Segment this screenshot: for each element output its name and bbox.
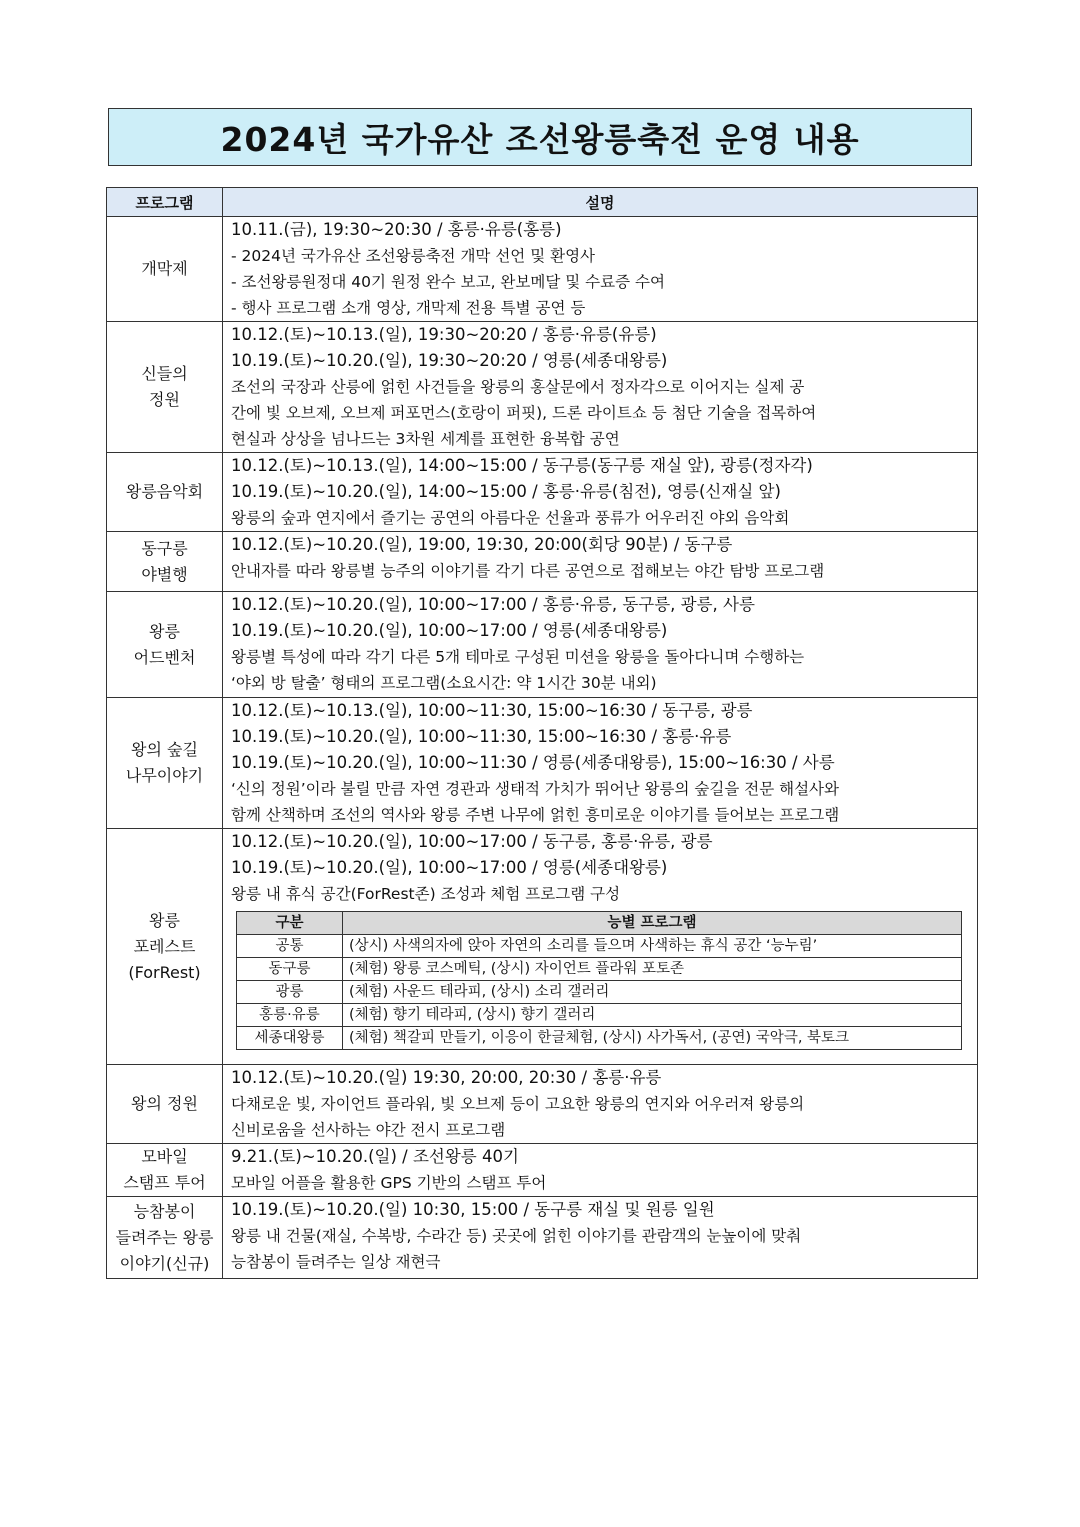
venue-name: 광릉 (237, 981, 343, 1004)
venue-programs: (체험) 왕릉 코스메틱, (상시) 자이언트 플라워 포토존 (343, 958, 962, 981)
detail-line: 안내자를 따라 왕릉별 능주의 이야기를 각기 다른 공연으로 접해보는 야간 탐방 프로그램 (231, 562, 825, 580)
page-title: 2024년 국가유산 조선왕릉축전 운영 내용 (220, 119, 860, 159)
detail-line: 왕릉 내 휴식 공간(ForRest존) 조성과 체험 프로그램 구성 (231, 885, 621, 903)
detail-line: 간에 빛 오브제, 오브제 퍼포먼스(호랑이 퍼핏), 드론 라이트쇼 등 첨단 기술을 접목하여 (231, 404, 817, 422)
program-name-line: 왕릉음악회 (125, 482, 204, 501)
sub-header-program: 능별 프로그램 (343, 912, 962, 935)
table-row (107, 217, 978, 322)
program-name-line: 신들의 (141, 364, 188, 383)
program-name-line: (ForRest) (128, 962, 201, 982)
schedule-line: 10.12.(토)~10.13.(일), 10:00~11:30, 15:00~16:30 / 동구릉, 광릉 (231, 701, 753, 720)
program-name-line: 동구릉 (141, 538, 188, 558)
program-description (223, 592, 978, 698)
detail-line: ‘야외 방 탈출’ 형태의 프로그램(소요시간: 약 1시간 30분 내외) (231, 674, 657, 692)
detail-line: ‘신의 정원’이라 불릴 만큼 자연 경관과 생태적 가치가 뛰어난 왕릉의 숲길을 전문 해설사와 (231, 780, 840, 798)
program-name (107, 698, 223, 829)
program-description (223, 1144, 978, 1197)
detail-line: - 조선왕릉원정대 40기 원정 완수 보고, 완보메달 및 수료증 수여 (231, 273, 665, 291)
schedule-line: 10.12.(토)~10.13.(일), 14:00~15:00 / 동구릉(동구릉 재실 앞), 광릉(정자각) (231, 456, 813, 475)
program-name (107, 1065, 223, 1144)
venue-programs: (상시) 사색의자에 앉아 자연의 소리를 들으며 사색하는 휴식 공간 ‘능누림’ (343, 935, 962, 958)
detail-line: 신비로움을 선사하는 야간 전시 프로그램 (231, 1121, 506, 1139)
program-table (106, 187, 978, 1279)
detail-line: 능참봉이 들려주는 일상 재현극 (231, 1253, 441, 1271)
program-description (223, 322, 978, 453)
program-name-line: 개막제 (141, 259, 188, 278)
detail-line: 왕릉의 숲과 연지에서 즐기는 공연의 아름다운 선율과 풍류가 어우러진 야외 음악회 (231, 509, 790, 527)
detail-line: 다채로운 빛, 자이언트 플라워, 빛 오브제 등이 고요한 왕릉의 연지와 어우러져 왕릉의 (231, 1095, 805, 1113)
schedule-line: 10.19.(토)~10.20.(일), 10:00~17:00 / 영릉(세종대왕릉) (231, 858, 668, 877)
table-row (107, 1144, 978, 1197)
sub-table-row (237, 935, 962, 958)
schedule-line: 10.12.(토)~10.13.(일), 19:30~20:20 / 홍릉·유릉(유릉) (231, 325, 657, 344)
schedule-line: 10.12.(토)~10.20.(일), 10:00~17:00 / 홍릉·유릉, 동구릉, 광릉, 사릉 (231, 595, 755, 614)
header-program: 프로그램 (107, 188, 223, 217)
sub-header-category: 구분 (237, 912, 343, 935)
program-name-line: 나무이야기 (125, 766, 204, 785)
program-name-line: 어드벤처 (133, 647, 196, 667)
program-name-line: 왕의 숲길 (131, 740, 198, 759)
detail-line: - 행사 프로그램 소개 영상, 개막제 전용 특별 공연 등 (231, 299, 586, 317)
table-row (107, 592, 978, 698)
table-row (107, 1065, 978, 1144)
program-description (223, 829, 978, 1065)
venue-programs: (체험) 책갈피 만들기, 이응이 한글체험, (상시) 사가독서, (공연) 국악극, 북토크 (343, 1027, 962, 1050)
sub-table-row (237, 1027, 962, 1050)
schedule-line: 10.12.(토)~10.20.(일), 19:00, 19:30, 20:00(회당 90분) / 동구릉 (231, 535, 733, 554)
program-name (107, 1197, 223, 1279)
header-description: 설명 (223, 188, 978, 217)
program-name-line: 포레스트 (133, 936, 196, 956)
program-name-line: 스탬프 투어 (123, 1173, 206, 1192)
venue-name: 홍릉·유릉 (237, 1004, 343, 1027)
program-name-line: 정원 (149, 390, 180, 409)
schedule-line: 10.19.(토)~10.20.(일), 19:30~20:20 / 영릉(세종대왕릉) (231, 351, 668, 370)
program-name-line: 왕릉 (149, 621, 180, 641)
program-description (223, 453, 978, 532)
program-name (107, 453, 223, 532)
program-name (107, 1144, 223, 1197)
program-name-line: 이야기(신규) (119, 1253, 210, 1273)
schedule-line: 10.11.(금), 19:30~20:30 / 홍릉·유릉(홍릉) (231, 220, 562, 239)
schedule-line: 9.21.(토)~10.20.(일) / 조선왕릉 40기 (231, 1147, 519, 1166)
program-name-line: 왕릉 (149, 910, 180, 930)
program-name-line: 모바일 (141, 1147, 188, 1166)
program-name (107, 322, 223, 453)
schedule-line: 10.12.(토)~10.20.(일), 10:00~17:00 / 동구릉, 홍릉·유릉, 광릉 (231, 832, 713, 851)
detail-line: 조선의 국장과 산릉에 얽힌 사건들을 왕릉의 홍살문에서 정자각으로 이어지는 실제 공 (231, 378, 805, 396)
sub-table-header-row (237, 912, 962, 935)
table-row (107, 1197, 978, 1279)
program-description (223, 698, 978, 829)
schedule-line: 10.19.(토)~10.20.(일), 10:00~17:00 / 영릉(세종대왕릉) (231, 621, 668, 640)
detail-line: 함께 산책하며 조선의 역사와 왕릉 주변 나무에 얽힌 흥미로운 이야기를 들어보는 프로그램 (231, 806, 840, 824)
program-name-line: 야별행 (141, 564, 188, 584)
program-name (107, 217, 223, 322)
title-box (108, 108, 972, 166)
venue-name: 공통 (237, 935, 343, 958)
schedule-line: 10.19.(토)~10.20.(일), 10:00~11:30 / 영릉(세종대왕릉), 15:00~16:30 / 사릉 (231, 753, 835, 772)
sub-table-row (237, 1004, 962, 1027)
schedule-line: 10.19.(토)~10.20.(일) 10:30, 15:00 / 동구릉 재실 및 원릉 일원 (231, 1200, 715, 1219)
program-name (107, 829, 223, 1065)
table-header-row (107, 188, 978, 217)
program-description (223, 217, 978, 322)
program-description (223, 532, 978, 592)
program-description (223, 1197, 978, 1279)
schedule-line: 10.19.(토)~10.20.(일), 14:00~15:00 / 홍릉·유릉(침전), 영릉(신재실 앞) (231, 482, 781, 501)
detail-line: 왕릉별 특성에 따라 각기 다른 5개 테마로 구성된 미션을 왕릉을 돌아다니며 수행하는 (231, 648, 805, 666)
table-row (107, 698, 978, 829)
venue-programs: (체험) 사운드 테라피, (상시) 소리 갤러리 (343, 981, 962, 1004)
detail-line: 현실과 상상을 넘나드는 3차원 세계를 표현한 융복합 공연 (231, 430, 620, 448)
venue-name: 동구릉 (237, 958, 343, 981)
venue-program-table (236, 911, 962, 1050)
table-row (107, 829, 978, 1065)
schedule-line: 10.12.(토)~10.20.(일) 19:30, 20:00, 20:30 / 홍릉·유릉 (231, 1068, 662, 1087)
program-name-line: 능참봉이 (133, 1201, 196, 1221)
detail-line: 왕릉 내 건물(재실, 수복방, 수라간 등) 곳곳에 얽힌 이야기를 관람객의 눈높이에 맞춰 (231, 1227, 802, 1245)
schedule-line: 10.19.(토)~10.20.(일), 10:00~11:30, 15:00~16:30 / 홍릉·유릉 (231, 727, 732, 746)
venue-programs: (체험) 향기 테라피, (상시) 향기 갤러리 (343, 1004, 962, 1027)
program-name-line: 왕의 정원 (131, 1094, 198, 1113)
program-name-line: 들려주는 왕릉 (115, 1227, 214, 1247)
sub-table-row (237, 958, 962, 981)
detail-line: 모바일 어플을 활용한 GPS 기반의 스탬프 투어 (231, 1174, 547, 1192)
sub-table-row (237, 981, 962, 1004)
detail-line: - 2024년 국가유산 조선왕릉축전 개막 선언 및 환영사 (231, 247, 596, 265)
program-name (107, 532, 223, 592)
program-description (223, 1065, 978, 1144)
table-row (107, 322, 978, 453)
venue-name: 세종대왕릉 (237, 1027, 343, 1050)
table-row (107, 532, 978, 592)
program-name (107, 592, 223, 698)
table-row (107, 453, 978, 532)
